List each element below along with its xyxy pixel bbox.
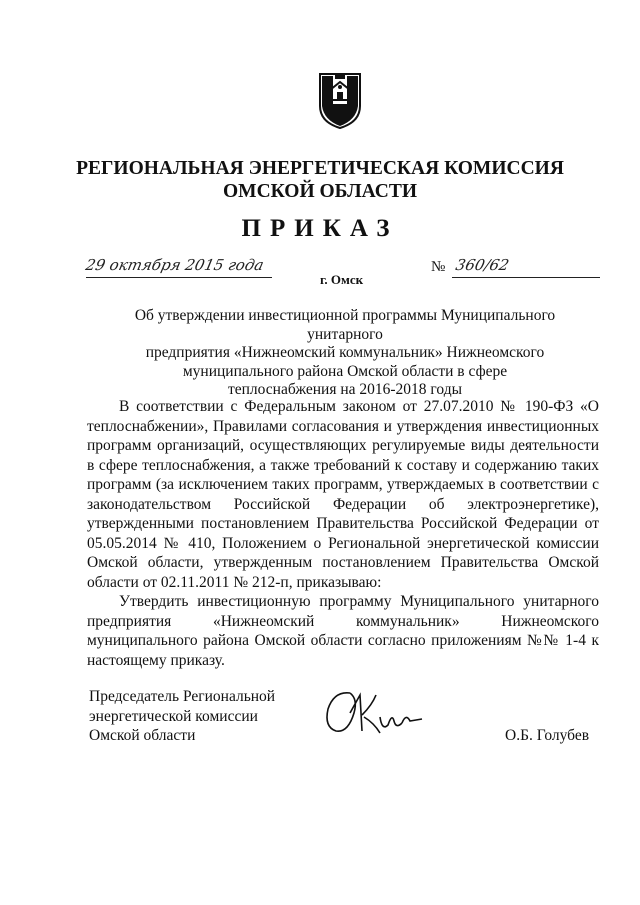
- document-subject: [100, 307, 590, 400]
- number-label: №: [431, 259, 446, 275]
- subject-line: муниципального района Омской области в сфере: [182, 362, 508, 380]
- document-date: 29 октября 2015 года: [84, 256, 266, 274]
- body-paragraph-order: Утвердить инвестиционную программу Муниципального унитарного предприятия «Нижнеомский коммунальник» Нижнеомского муниципального района Омской области согласно приложениям №№ 1-4 к настоящему приказу.: [87, 593, 599, 669]
- date-underline: [86, 277, 272, 278]
- org-name-line2: ОМСКОЙ ОБЛАСТИ: [223, 181, 417, 202]
- subject-line: предприятия «Нижнеомский коммунальник» Нижнеомского: [145, 344, 545, 361]
- document-number: 360/62: [454, 256, 511, 274]
- signatory-title-line: энергетической комиссии: [89, 707, 258, 725]
- document-body: [87, 397, 599, 670]
- handwritten-signature: [320, 683, 425, 745]
- document-city: г. Омск: [320, 272, 364, 287]
- number-underline: [452, 277, 600, 278]
- signatory-title-line: Председатель Региональной: [89, 688, 276, 705]
- subject-line: теплоснабжения на 2016-2018 годы: [227, 381, 462, 398]
- coat-of-arms-icon: [318, 70, 362, 130]
- body-paragraph-preamble: В соответствии с Федеральным законом от 27.07.2010 № 190-ФЗ «О теплоснабжении», Правилами согласования и утверждения инвестиционных программ организаций, осуществляющих регулируемые виды деятельности в сфере теплоснабжения, а также требований к составу и содержанию таких программ (за исключением таких программ, утверждаемых в соответствии с законодательством Российской Федерации об электроэнергетике), утвержденными постановлением Правительства Российской Федерации от 05.05.2014 № 410, Положением о Региональной энергетической комиссии Омской области, утвержденным постановлением Правительства Омской области от 02.11.2011 № 212-п, приказываю:: [87, 398, 599, 591]
- signatory-title-line: Омской области: [89, 727, 196, 744]
- document-type-title: ПРИКАЗ: [241, 215, 399, 242]
- org-name-line1: РЕГИОНАЛЬНАЯ ЭНЕРГЕТИЧЕСКАЯ КОМИССИЯ: [76, 158, 564, 179]
- signatory-name: О.Б. Голубев: [505, 727, 590, 744]
- subject-line: Об утверждении инвестиционной программы Муниципального унитарного: [134, 307, 556, 343]
- signatory-title: [89, 687, 275, 746]
